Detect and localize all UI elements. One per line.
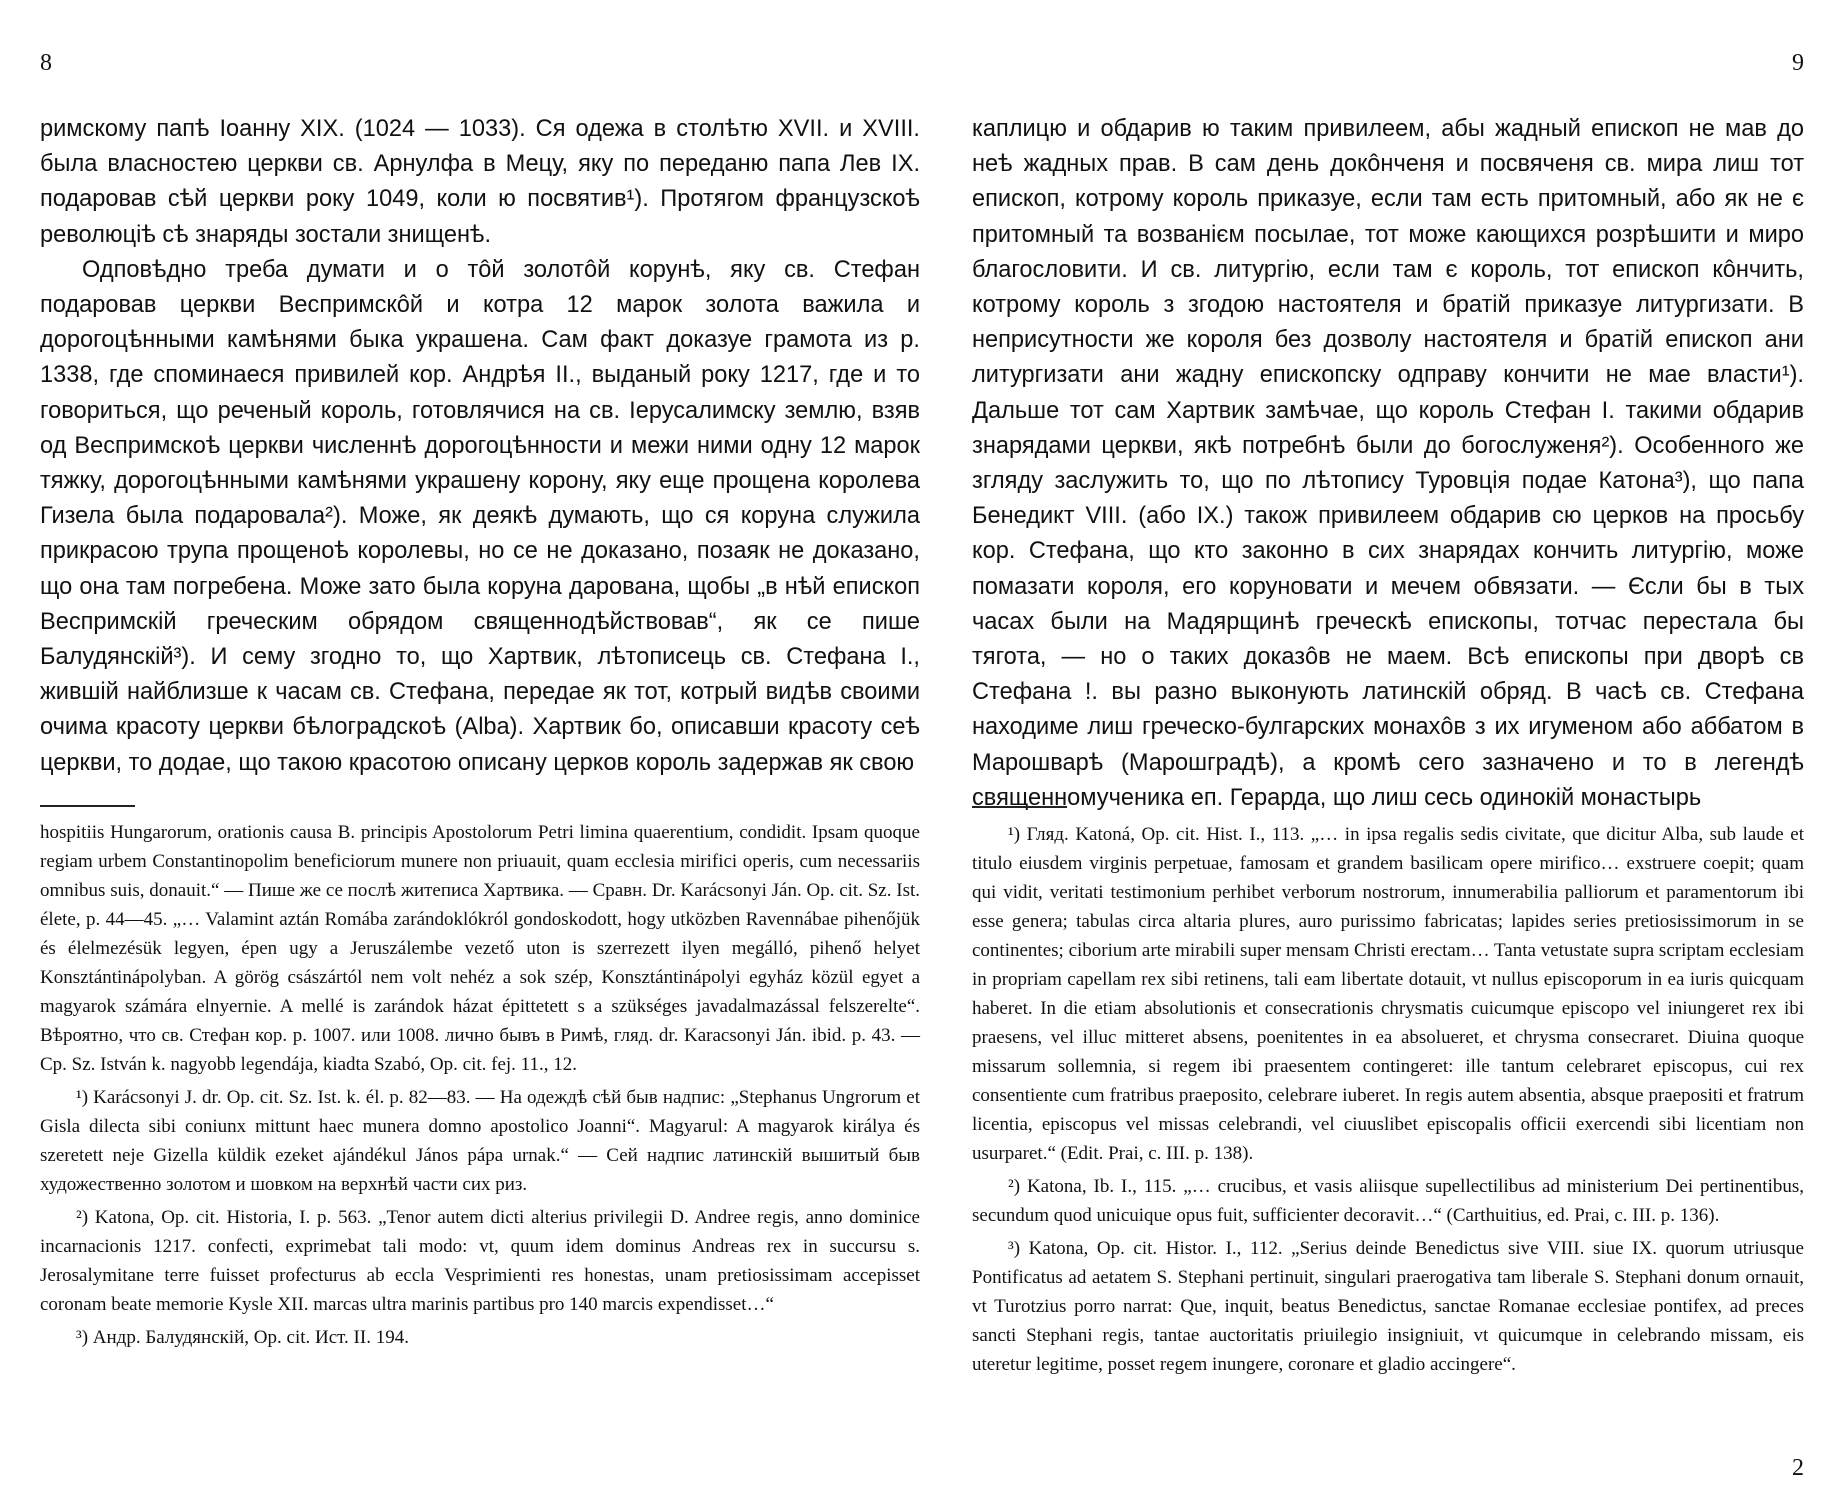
sheet-signature-mark: 2 [1792,1455,1804,1481]
footnote: ¹) Гляд. Katoná, Op. cit. Hist. I., 113. „… in ipsa regalis sedis civitate, que dicitur Alba, sub laude et titulo eiusdem virginis perpetuae, famosam et grandem basilicam opere mirifico… exstruere coepit; quam qui vidit, veritati testimonium perhibet verborum nostrorum, innumerabilia palliorum et paramentorum ibi esse genera; tabulas circa altaria plures, auro purissimo fabricatas; lapides series pretiosissimorum in se continentes; ciborium arte mirabili super mensam Christi erectam… Tanta vetustate supra scriptam ecclesiam in propriam capellam rex sibi retinens, tali eam libertate dotauit, vt nullus episcoporum in ea iuris quicquam haberet. In die etiam absolutionis et consecrationis chrysmatis cuicumque episcopo vel iniungeret rex ibi praesens, vel illuc mitteret absens, poenitentes in ea absolueret, et chrysma consecraret. Diuina quoque missarum sollemnia, si regem ibi praesentem contingeret: ille tantum celebraret episcopus, cui rex consentiente cum fratribus praeposito, celebrare iuberet. In regis autem absentia, absque praepositi et fratrum licentia, episcopus vel missas celebrandi, vel ciuuslibet episcopalis officii exercendi sibi licentiam non usurparet.“ (Edit. Prai, c. III. p. 138). [972,824,1804,1164]
footnote: ³) Андр. Балудянскій, Op. cit. Ист. II. 194. [76,1327,409,1348]
page-number: 8 [40,50,52,76]
paragraph: римскому папѣ Іоанну XIX. (1024 — 1033). Ся одежа в столѣтю XVII. и XVIII. была власностею церкви св. Арнулфа в Мецу, яку по переданю папа Лев IX. подаровав сѣй церкви року 1049, коли ю посвятив¹). Протягом французскоѣ революціѣ сѣ знаряды зостали знищенѣ. [40,116,920,248]
footnote: ²) Katona, Ib. I., 115. „… crucibus, et vasis aliisque supellectilibus ad ministerium Dei pertinentibus, secundum quod unicuique opus fuit, sufficienter decoravit…“ (Carthuitius, ed. Prai, c. III. p. 136). [972,1176,1804,1226]
footnote-divider [40,805,135,807]
footnote: ¹) Karácsonyi J. dr. Op. cit. Sz. Ist. k. él. p. 82—83. — На одеждѣ сѣй быв надпис: „Stephanus Ungrorum et Gisla dilecta sibi coniunx mittunt haec munera domno apostolico Joanni“. Magyarul: A magyarok királya és szeretett neje Gizella küldik ezeket ajándékul János pápa urnak.“ — Сей надпис латинскій вышитый быв художественно золотом и шовком на верхнѣй части сих риз. [40,1087,920,1195]
main-text [40,112,920,781]
main-text [972,112,1804,816]
footnote: hospitiis Hungarorum, orationis causa B. principis Apostolorum Petri limina quaerentium, condidit. Ipsam quoque regiam urbem Constantinopolim beneficiorum munere non priuauit, quam ecclesia mirifici operis, cum necessariis omnibus suis, donauit.“ — Пише же се послѣ житеписа Хартвика. — Сравн. Dr. Karácsonyi Ján. Op. cit. Sz. Ist. élete, p. 44—45. „… Valamint aztán Romába zarándoklókról gondoskodott, hogy utközben Ravennábae pihenőjük és élelmezésük legyen, épen ugy a Jeruszálembe vezető uton is szerrezett ilyen megálló, pihenő helyet Konsztántinápolyban. A görög császártól nem volt nehéz a sok szép, Konsztántinápolyi egyház közül egyet a magyarok számára elnyernie. A mellé is zarándok házat épittetett s a szükséges javadalmazással felszerelte“. Вѣроятно, что св. Стефан кор. р. 1007. или 1008. лично бывъ в Римѣ, гляд. dr. Karacsonyi Ján. ibid. p. 43. — Cp. Sz. István k. nagyobb legendája, kiadta Szabó, Op. cit. fej. 11., 12. [40,822,920,1075]
paragraph: каплицю и обдарив ю таким привилеем, абы жадный епископ не мав до неѣ жадных прав. В сам день докôнченя и посвяченя св. мира лиш тот епископ, котрому король приказуе, если там есть притомный, або як не є притомный та возванієм посылае, тот може кающихся розрѣшити и миро благословити. И св. литургію, если там є король, тот епископ кôнчить, котрому король з згодою настоятеля и братій приказуе литургизати. В неприсутности же короля без дозволу настоятеля и братій епископ ани литургизати ани жадну епископску одправу кончити не мае власти¹). Дальше тот сам Хартвик замѣчае, що король Стефан I. такими обдарив знарядами церкви, якѣ потребнѣ были до богослуженя²). Особенного же згляду заслужить то, що по лѣтопису Туровція подае Катона³), що папа Бенедикт VIII. (або IX.) також привилеем обдарив сю церков на просьбу кор. Стефана, що кто законно в сих знарядах кончить литургію, може помазати короля, его коруновати и мечем обвязати. — Єсли бы в тых часах были на Мадярщинѣ греческѣ епископы, тотчас перестала бы тягота, — но о таких доказôв не маем. Всѣ епископы при дворѣ св Стефана !. вы разно выконують латинскій обряд. В часѣ св. Стефана находиме лиш греческо-булгарских монахôв з их игуменом або аббатом в Марошварѣ (Марошградѣ), а кромѣ сего зазначено и то в легендѣ священномученика еп. Герарда, що лиш сесь одинокій монастырь [972,116,1804,811]
footnote-divider [972,806,1067,808]
footnotes [40,818,920,1356]
footnotes [972,820,1804,1383]
right-page [972,0,1804,1500]
footnote: ²) Katona, Op. cit. Historia, I. p. 563. „Tenor autem dicti alterius privilegii D. Andree regis, anno dominice incarnacionis 1217. confecti, exprimebat tali modo: vt, quum idem dominus Andreas rex in succursu s. Jerosalymitane terre fuisset profecturus ab eccla Vesprimienti res honestas, unam pretiosissimam accepisset coronam beate memorie Kysle XII. marcas ultra marinis partibus pro 140 marcis expendisset…“ [40,1207,920,1315]
left-page [40,0,920,1500]
paragraph: Одповѣдно треба думати и о тôй золотôй корунѣ, яку св. Стефан подаровав церкви Веспримскôй и котра 12 марок золота важила и дорогоцѣнными камѣнями быка украшена. Сам факт доказуе грамота из р. 1338, где споминаеся привилей кор. Андрѣя II., выданый року 1217, где и то говориться, що реченый король, готовлячися на св. Іерусалимску землю, взяв од Веспримскоѣ церкви численнѣ дорогоцѣнности и межи ними одну 12 марок тяжку, дорогоцѣнными камѣнями украшену корону, яку еще прощена королева Гизела была подаровала²). Може, як деякѣ думають, що ся коруна служила прикрасою трупа прощеноѣ королевы, но се не доказано, позаяк не доказано, що она там погребена. Може зато была коруна дарована, щобы „в нѣй епископ Веспримскій греческим обрядом священнодѣйствовав“, як се пише Балудянскій³). И сему згодно то, що Хартвик, лѣтописець св. Стефана I., жившій найблизше к часам св. Стефана, передае як тот, котрый видѣв своими очима красоту церкви бѣлоградскоѣ (Alba). Хартвик бо, описавши красоту сеѣ церкви, то додае, що такою красотою описану церков король задержав як свою [40,256,920,776]
page-number: 9 [1792,50,1804,76]
footnote: ³) Katona, Op. cit. Histor. I., 112. „Serius deinde Benedictus sive VIII. siue IX. quorum utriusque Pontificatus ad aetatem S. Stephani pertinuit, singulari praerogativa tam liberale S. Stephani donum ornauit, vt Turotzius porro narrat: Que, inquit, beatus Benedictus, sanctae Romanae ecclesiae pontifex, ad preces sancti Stephani regis, tantae auctoritatis priuilegio insigniuit, vt quicumque in celebrando missam, eis uteretur legitime, posset regem inungere, coronare et gladio accingere“. [972,1238,1804,1375]
